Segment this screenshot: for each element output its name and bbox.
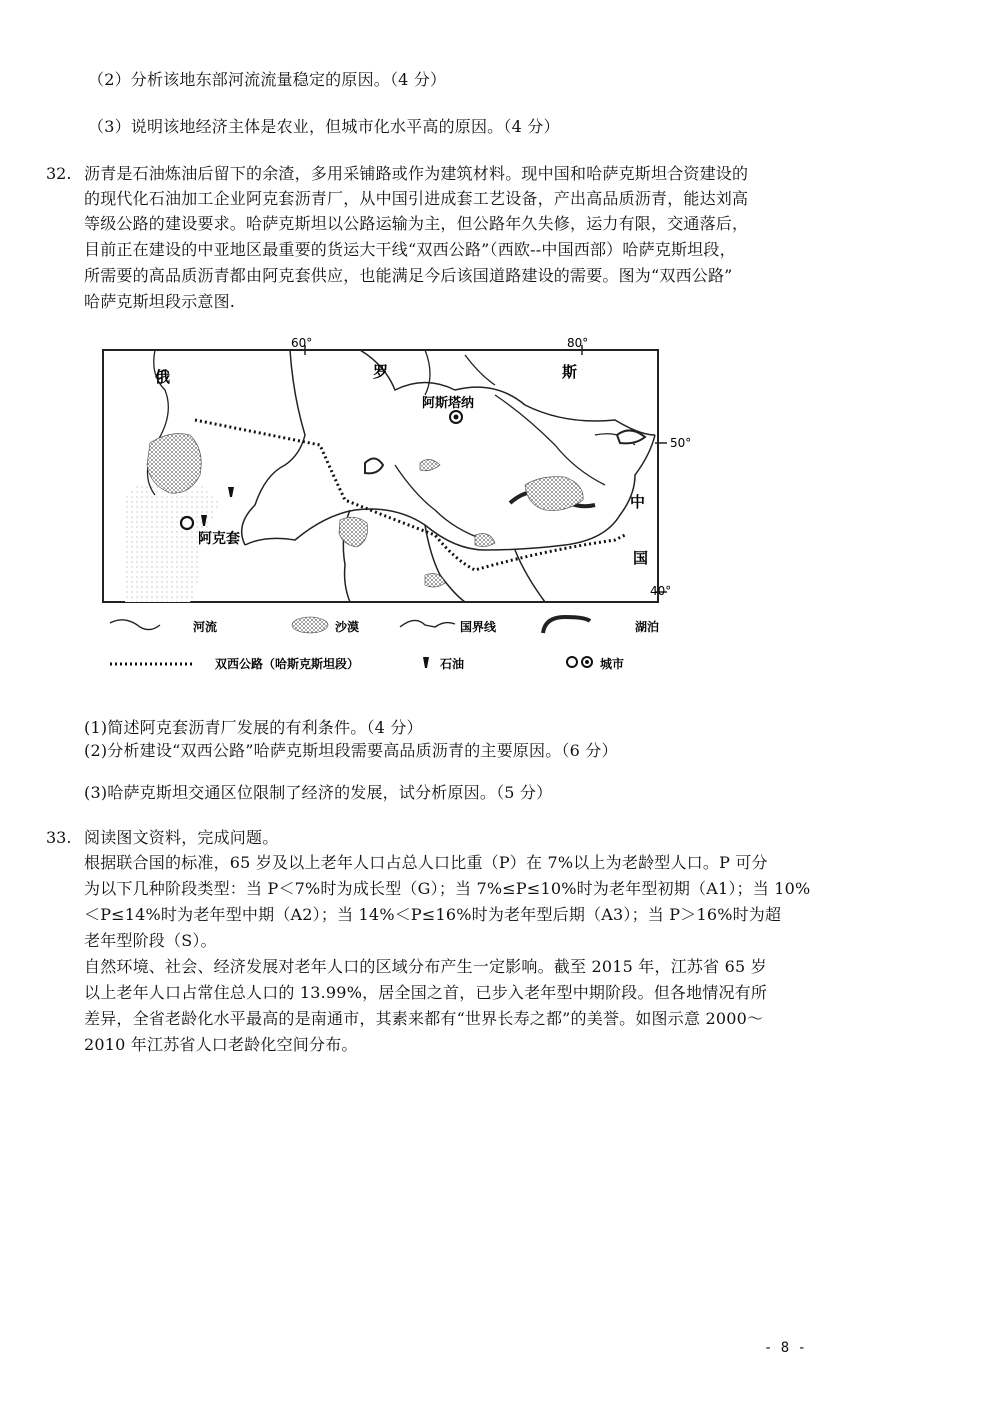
q33-para1-line: 为以下几种阶段类型：当 P＜7%时为成长型（G）；当 7%≤P≤10%时为老年型初期（A1）；当 10% [84, 879, 811, 898]
city-astana-dot [454, 415, 459, 420]
q31-sub2: （2）分析该地东部河流流量稳定的原因。（4 分） [88, 70, 447, 89]
legend-city-label: 城市 [600, 657, 625, 671]
q33-para1-line: ＜P≤14%时为老年型中期（A2）；当 14%＜P≤16%时为老年型后期（A3）；当 P＞16%时为超 [84, 905, 782, 924]
q33-para2-line: 自然环境、社会、经济发展对老年人口的区域分布产生一定影响。截至 2015 年，江苏省 65 岁 [84, 957, 767, 976]
china-label-guo: 国 [633, 549, 649, 567]
q33-intro: 阅读图文资料，完成问题。 [84, 828, 279, 847]
q33-para1-line: 根据联合国的标准，65 岁及以上老年人口占总人口比重（P）在 7%以上为老龄型人口。P 可分 [84, 853, 768, 872]
q32-para-line: 所需要的高品质沥青都由阿克套供应，也能满足今后该国道路建设的需要。图为“双西公路” [84, 266, 733, 285]
russia-label-si: 斯 [562, 363, 578, 381]
q33-para2-line: 差异，全省老龄化水平最高的是南通市，其素来都有“世界长寿之都”的美誉。如图示意 2000～ [84, 1009, 764, 1028]
legend-border-label: 国界线 [460, 620, 497, 634]
legend-desert-swatch [292, 617, 328, 633]
page-number: - 8 - [763, 1340, 806, 1356]
lon-80-label: 80° [567, 336, 589, 350]
q32-para-line: 目前正在建设的中亚地区最重要的货运大干线“双西公路”（西欧--中国西部）哈萨克斯坦段， [84, 240, 736, 259]
lat-40-label: 40° [650, 584, 672, 598]
legend-desert-label: 沙漠 [335, 620, 360, 634]
legend-river-swatch [110, 620, 160, 630]
russia-label-luo: 罗 [373, 363, 389, 381]
q32-para-line: 沥青是石油炼油后留下的余渣，多用采铺路或作为建筑材料。现中国和哈萨克斯坦合资建设的 [84, 164, 749, 183]
china-label-zhong: 中 [630, 493, 646, 511]
q32-sub3: (3)哈萨克斯坦交通区位限制了经济的发展，试分析原因。（5 分） [84, 783, 553, 802]
q33-para2-line: 以上老年人口占常住总人口的 13.99%，居全国之首，已步入老年型中期阶段。但各地情况有所 [84, 983, 768, 1002]
legend-river-label: 河流 [193, 620, 218, 634]
map-legend [110, 617, 659, 671]
q32-para-line: 的现代化石油加工企业阿克套沥青厂，从中国引进成套工艺设备，产出高品质沥青，能达刘高 [84, 189, 749, 208]
q32-para-line: 哈萨克斯坦段示意图. [84, 292, 236, 311]
legend-lake-swatch [543, 617, 590, 633]
legend-oil-swatch [423, 657, 429, 668]
legend-road-label: 双西公路（哈斯克斯坦段） [215, 657, 360, 671]
q32-para-line: 等级公路的建设要求。哈萨克斯坦以公路运输为主，但公路年久失修，运力有限，交通落后， [84, 214, 749, 233]
legend-city-swatch [567, 657, 577, 667]
q32-number: 32. [46, 164, 72, 183]
q33-para2-line: 2010 年江苏省人口老龄化空间分布。 [84, 1035, 358, 1054]
q33-para1-line: 老年型阶段（S）。 [84, 931, 217, 950]
lon-60-label: 60° [291, 336, 313, 350]
q33-number: 33. [46, 828, 72, 847]
q32-sub1: (1)简述阿克套沥青厂发展的有利条件。（4 分） [84, 718, 423, 737]
legend-lake-label: 湖泊 [635, 620, 660, 634]
city-aktau-marker [181, 517, 193, 529]
russia-label-e: 俄 [155, 368, 171, 386]
legend-border-swatch [400, 620, 455, 627]
aktau-label: 阿克套 [198, 531, 240, 547]
q31-sub3: （3）说明该地经济主体是农业，但城市化水平高的原因。（4 分） [88, 117, 560, 136]
kazakhstan-road-map [95, 335, 725, 680]
astana-label: 阿斯塔纳 [422, 396, 475, 411]
q32-sub2: (2)分析建设“双西公路”哈萨克斯坦段需要高品质沥青的主要原因。（6 分） [84, 741, 618, 760]
lat-50-label: 50° [670, 436, 692, 450]
legend-oil-label: 石油 [440, 657, 465, 671]
